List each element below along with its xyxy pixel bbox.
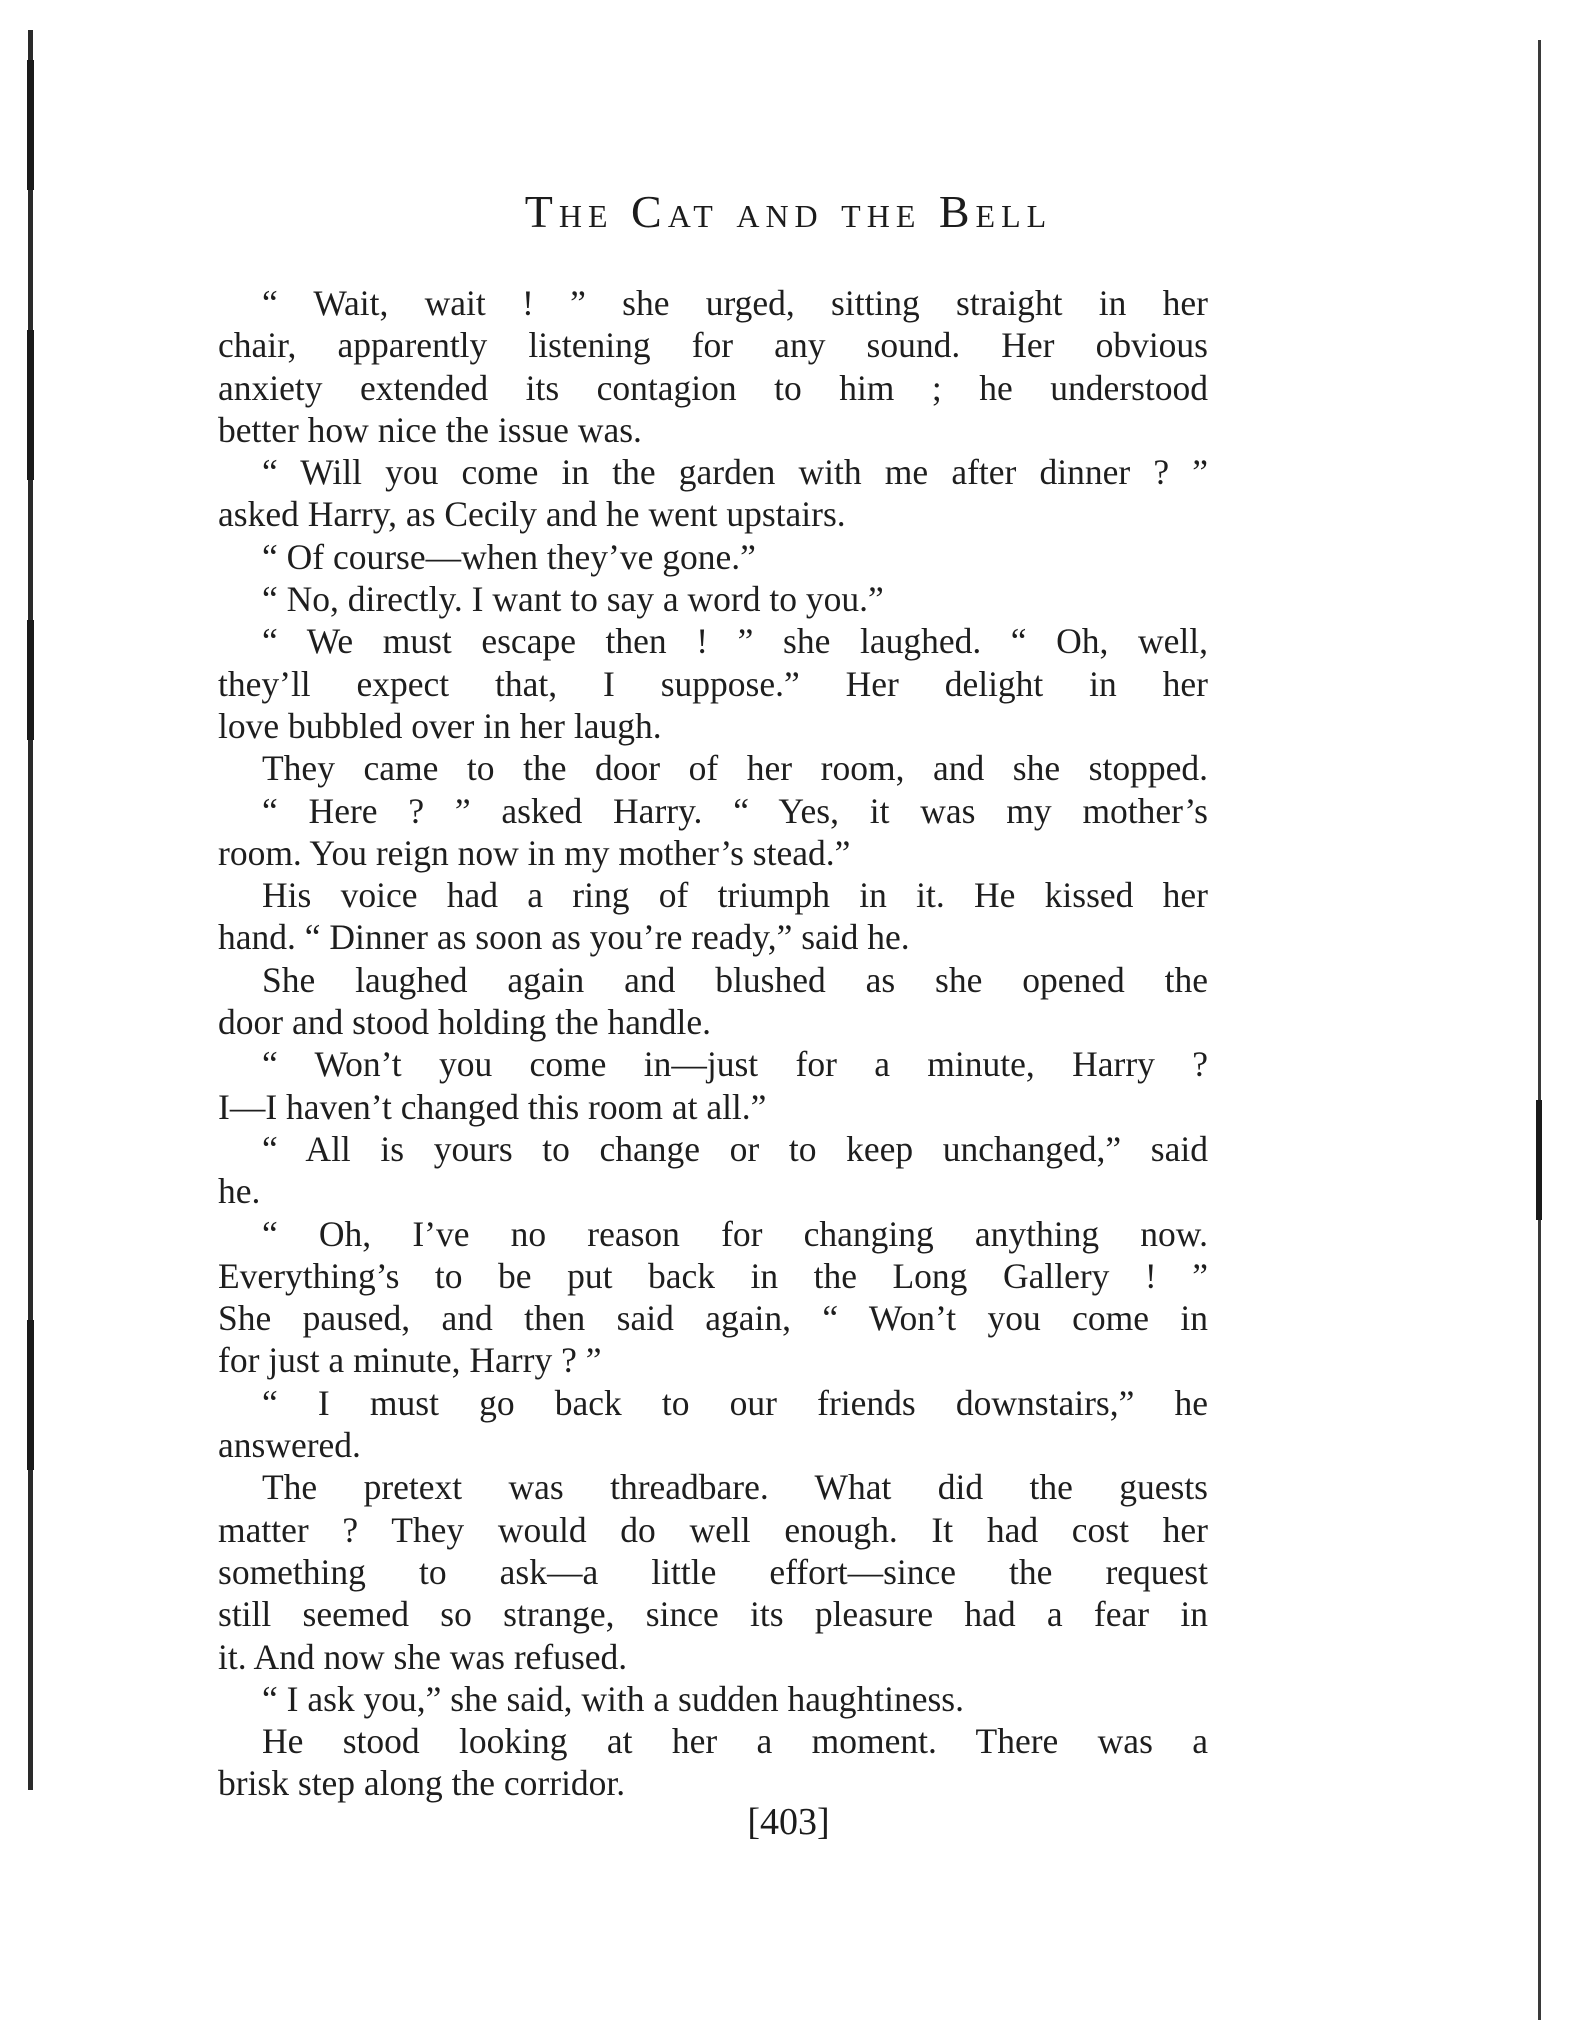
body-text [218, 282, 1208, 1805]
text-line: She paused, and then said again, “ Won’t you come in [218, 1298, 1208, 1339]
text-line: “ Here ? ” asked Harry. “ Yes, it was my mother’s [262, 790, 1208, 831]
text-line: I—I haven’t changed this room at all.” [218, 1086, 767, 1127]
text-line: They came to the door of her room, and she stopped. [262, 748, 1208, 789]
text-line: “ No, directly. I want to say a word to you.” [262, 579, 884, 620]
text-line: he. [218, 1171, 261, 1212]
scan-edge-right [1538, 40, 1541, 2020]
text-line: room. You reign now in my mother’s stead.” [218, 832, 851, 873]
text-line: love bubbled over in her laugh. [218, 705, 662, 746]
text-line: The pretext was threadbare. What did the guests [262, 1467, 1208, 1508]
text-line: they’ll expect that, I suppose.” Her delight in her [218, 663, 1208, 704]
text-line: matter ? They would do well enough. It had cost her [218, 1509, 1208, 1550]
scan-edge-left-dark [27, 620, 34, 740]
text-line: “ Oh, I’ve no reason for changing anything now. [262, 1213, 1208, 1254]
scan-edge-left-dark [27, 1320, 34, 1470]
scan-edge-left-dark [27, 330, 34, 480]
text-line: anxiety extended its contagion to him ; he understood [218, 367, 1208, 408]
text-line: “ Will you come in the garden with me after dinner ? ” [262, 452, 1208, 493]
text-line: brisk step along the corridor. [218, 1763, 626, 1804]
text-line: “ Won’t you come in—just for a minute, Harry ? [262, 1044, 1208, 1085]
text-line: “ We must escape then ! ” she laughed. “ Oh, well, [262, 621, 1208, 662]
text-line: answered. [218, 1425, 361, 1466]
text-line: Everything’s to be put back in the Long Gallery ! ” [218, 1255, 1208, 1296]
text-line: better how nice the issue was. [218, 409, 642, 450]
text-line: His voice had a ring of triumph in it. He kissed her [262, 875, 1208, 916]
text-line: it. And now she was refused. [218, 1636, 628, 1677]
scan-edge-left [28, 30, 33, 1790]
text-line: hand. “ Dinner as soon as you’re ready,” said he. [218, 917, 910, 958]
text-line: “ All is yours to change or to keep unchanged,” said [262, 1128, 1208, 1169]
text-line: He stood looking at her a moment. There was a [262, 1721, 1208, 1762]
text-line: “ Of course—when they’ve gone.” [262, 536, 756, 577]
text-line: for just a minute, Harry ? ” [218, 1340, 602, 1381]
text-line: chair, apparently listening for any sound. Her obvious [218, 325, 1208, 366]
text-line: She laughed again and blushed as she opened the [262, 959, 1208, 1000]
text-line: “ I ask you,” she said, with a sudden haughtiness. [262, 1678, 964, 1719]
text-line: still seemed so strange, since its pleasure had a fear in [218, 1594, 1208, 1635]
text-line: door and stood holding the handle. [218, 1002, 711, 1043]
page-title: The Cat and the Bell [524, 186, 1053, 237]
text-line: something to ask—a little effort—since the request [218, 1551, 1208, 1592]
text-line: “ I must go back to our friends downstairs,” he [262, 1382, 1208, 1423]
text-line: “ Wait, wait ! ” she urged, sitting straight in her [262, 283, 1208, 323]
page-number: [403] [747, 1801, 830, 1843]
scan-edge-left-dark [27, 60, 34, 190]
text-line: asked Harry, as Cecily and he went upstairs. [218, 494, 846, 535]
scan-edge-right-dark [1536, 1100, 1542, 1220]
